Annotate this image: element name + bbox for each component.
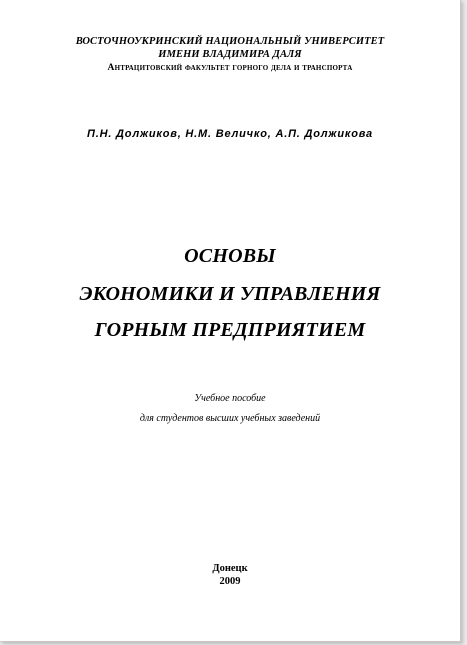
imprint-year: 2009 (219, 576, 241, 587)
title-line1: ОСНОВЫ (184, 245, 276, 267)
title-line3: ГОРНЫМ ПРЕДПРИЯТИЕМ (94, 319, 366, 341)
imprint-city: Донецк (212, 563, 248, 574)
title-line2: ЭКОНОМИКИ И УПРАВЛЕНИЯ (79, 283, 381, 305)
university-name-line2: ИМЕНИ ВЛАДИМИРА ДАЛЯ (158, 49, 302, 60)
faculty-name: Антрацитовский факультет горного дела и транспорта (107, 63, 353, 73)
subtitle-line2: для студентов высших учебных заведений (139, 413, 321, 424)
university-name-line1: ВОСТОЧНОУКРИНСКИЙ НАЦИОНАЛЬНЫЙ УНИВЕРСИТЕТ (75, 36, 385, 47)
authors: П.Н. Должиков, Н.М. Величко, А.П. Должикова (87, 128, 373, 140)
subtitle-line1: Учебное пособие (194, 393, 266, 404)
